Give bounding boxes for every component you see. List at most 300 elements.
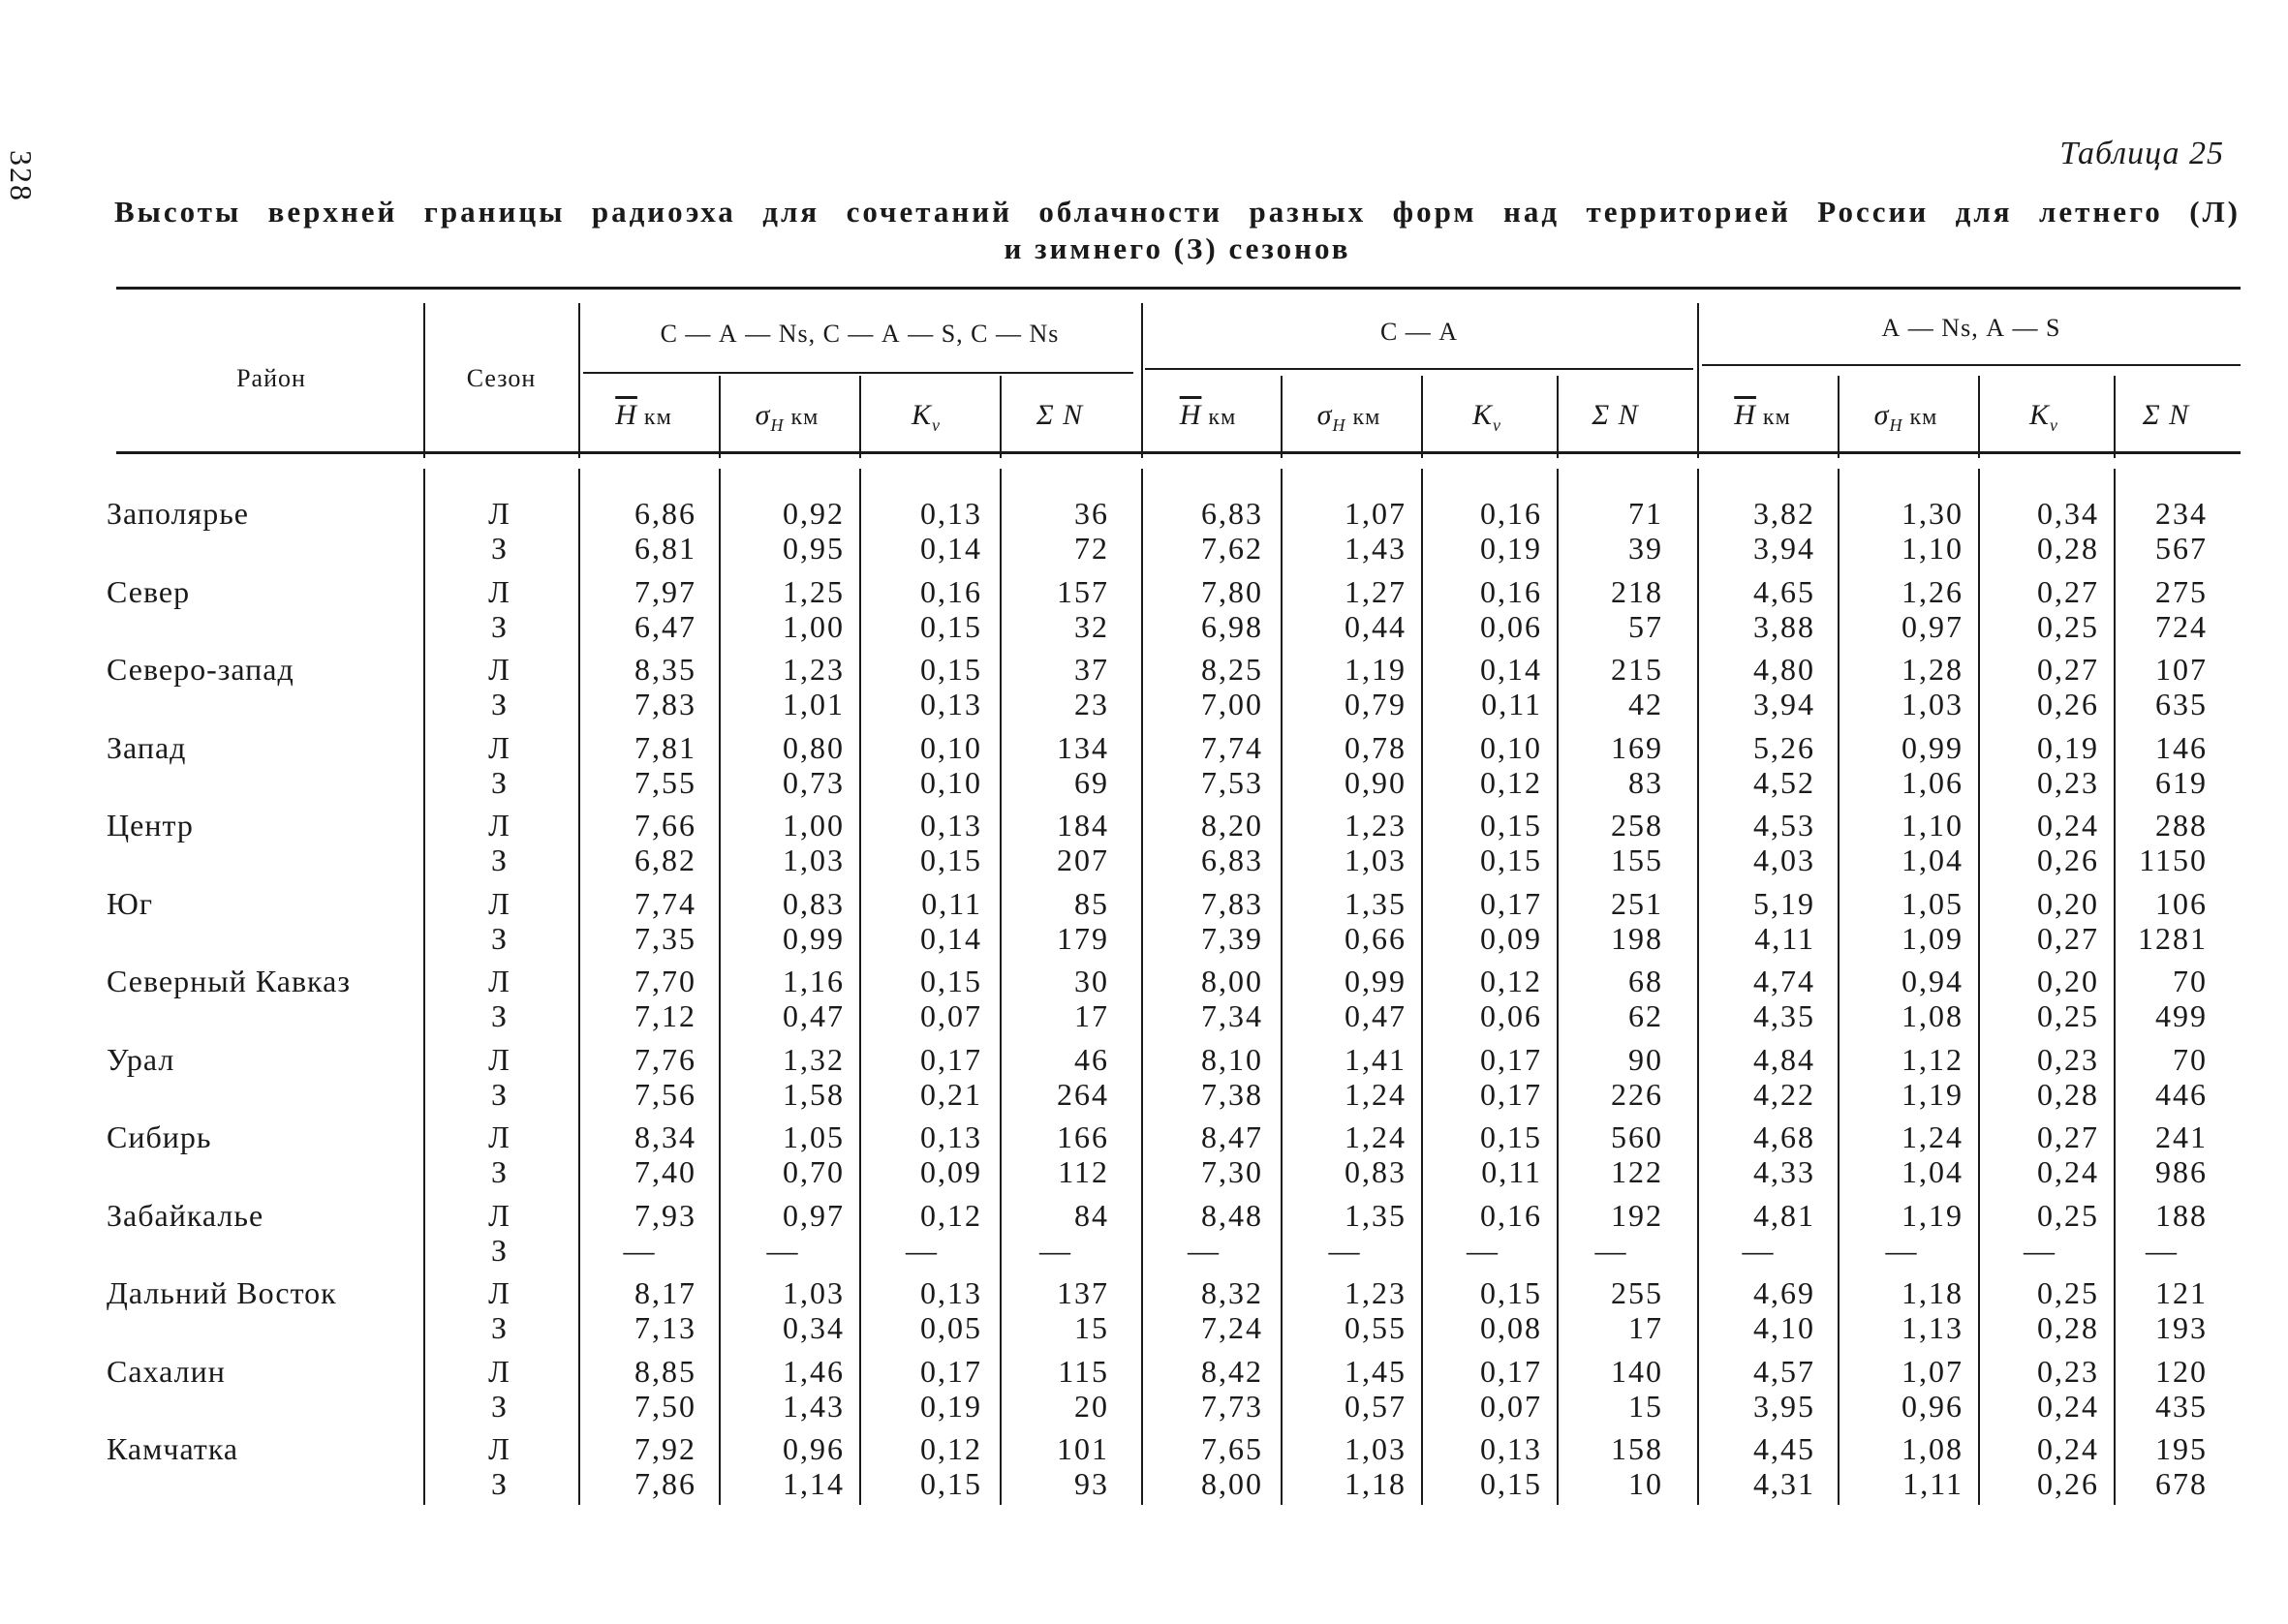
table-cell: 1,07 xyxy=(1902,1353,1963,1389)
table-cell: 193 xyxy=(2155,1310,2208,1345)
table-cell: 264 xyxy=(1057,1076,1109,1112)
table-cell: 155 xyxy=(1611,843,1663,877)
table-cell: 4,03 xyxy=(1753,843,1815,877)
table-cell: 0,15 xyxy=(920,652,982,687)
table-cell: 7,55 xyxy=(634,764,696,800)
table-cell: 435 xyxy=(2155,1388,2208,1424)
table-cell: — xyxy=(2146,1232,2179,1268)
table-cell: 120 xyxy=(2155,1353,2208,1389)
table-cell: 1,43 xyxy=(1345,531,1407,566)
table-caption xyxy=(114,194,2241,267)
table-cell: 32 xyxy=(1074,608,1109,644)
table-cell: 4,57 xyxy=(1753,1353,1815,1389)
table-cell: 0,25 xyxy=(2037,998,2099,1033)
table-cell: 7,74 xyxy=(634,885,696,921)
header-divider xyxy=(2114,376,2116,458)
body-divider xyxy=(578,469,580,1505)
table-cell: 4,68 xyxy=(1753,1119,1815,1154)
table-cell: 15 xyxy=(1628,1388,1663,1424)
season-code: Л xyxy=(488,1197,510,1233)
table-cell: 7,86 xyxy=(634,1466,696,1501)
group-underline xyxy=(1702,364,2241,366)
table-cell: 0,95 xyxy=(783,531,845,566)
table-cell: 90 xyxy=(1628,1041,1663,1077)
table-cell: 1,23 xyxy=(1345,1275,1407,1310)
table-cell: 101 xyxy=(1057,1431,1109,1466)
table-cell: 0,21 xyxy=(920,1076,982,1112)
season-code: Л xyxy=(488,729,510,765)
header-sum-n: Σ N xyxy=(1036,399,1084,431)
body-divider xyxy=(423,469,425,1505)
table-cell: 1,58 xyxy=(783,1076,845,1112)
table-cell: — xyxy=(623,1232,657,1268)
table-cell: 0,15 xyxy=(920,964,982,998)
table-cell: 68 xyxy=(1628,964,1663,998)
table-cell: 7,56 xyxy=(634,1076,696,1112)
table-cell: 0,96 xyxy=(783,1431,845,1466)
table-cell: 0,19 xyxy=(2037,729,2099,765)
table-cell: 15 xyxy=(1074,1310,1109,1345)
season-code: З xyxy=(490,764,508,800)
table-cell: 20 xyxy=(1074,1388,1109,1424)
table-cell: 0,26 xyxy=(2037,843,2099,877)
table-cell: 1,43 xyxy=(783,1388,845,1424)
table-cell: 1,23 xyxy=(783,652,845,687)
table-cell: 1,10 xyxy=(1902,531,1963,566)
table-cell: 8,32 xyxy=(1201,1275,1263,1310)
table-cell: 1,10 xyxy=(1902,808,1963,843)
table-cell: 1,05 xyxy=(1902,885,1963,921)
table-cell: 8,17 xyxy=(634,1275,696,1310)
table-cell: 0,17 xyxy=(920,1041,982,1077)
table-cell: 0,15 xyxy=(1480,1466,1542,1501)
table-cell: 1,19 xyxy=(1345,652,1407,687)
table-cell: 140 xyxy=(1611,1353,1663,1389)
table-cell: 1,14 xyxy=(783,1466,845,1501)
header-k-variation: $K_v$ xyxy=(2028,399,2058,435)
table-cell: 1,27 xyxy=(1345,573,1407,609)
season-code: З xyxy=(490,531,508,566)
table-cell: 0,47 xyxy=(1345,998,1407,1033)
region-name: Дальний Восток xyxy=(107,1275,337,1310)
table-cell: 0,23 xyxy=(2037,764,2099,800)
table-cell: 1,00 xyxy=(783,808,845,843)
table-cell: 84 xyxy=(1074,1197,1109,1233)
header-divider xyxy=(578,303,580,458)
season-code: З xyxy=(490,1388,508,1424)
table-cell: 0,13 xyxy=(920,1119,982,1154)
table-cell: 0,47 xyxy=(783,998,845,1033)
table-cell: 4,45 xyxy=(1753,1431,1815,1466)
table-cell: 0,34 xyxy=(2037,496,2099,531)
table-cell: 7,12 xyxy=(634,998,696,1033)
region-name: Юг xyxy=(107,885,154,921)
table-cell: 0,70 xyxy=(783,1154,845,1189)
table-cell: 62 xyxy=(1628,998,1663,1033)
table-cell: 1,03 xyxy=(1345,843,1407,877)
table-cell: 619 xyxy=(2155,764,2208,800)
table-cell: 678 xyxy=(2155,1466,2208,1501)
region-name: Камчатка xyxy=(107,1431,239,1466)
header-sigma-height: $\sigma_H$ км xyxy=(1873,399,1938,435)
table-cell: 6,83 xyxy=(1201,496,1263,531)
table-cell: 1,26 xyxy=(1902,573,1963,609)
table-cell: 1,05 xyxy=(783,1119,845,1154)
table-cell: 7,81 xyxy=(634,729,696,765)
table-cell: 7,80 xyxy=(1201,573,1263,609)
table-cell: 17 xyxy=(1628,1310,1663,1345)
table-cell: — xyxy=(1594,1232,1628,1268)
table-cell: 39 xyxy=(1628,531,1663,566)
table-cell: 0,11 xyxy=(1481,687,1542,721)
table-cell: 184 xyxy=(1057,808,1109,843)
table-cell: 0,14 xyxy=(920,531,982,566)
table-cell: 7,00 xyxy=(1201,687,1263,721)
table-cell: 0,28 xyxy=(2037,1310,2099,1345)
header-group-1: С — А — Ns, С — А — S, С — Ns xyxy=(660,320,1060,348)
table-cell: 0,28 xyxy=(2037,1076,2099,1112)
table-cell: 115 xyxy=(1058,1353,1109,1389)
table-cell: 1,41 xyxy=(1345,1041,1407,1077)
table-cell: 0,14 xyxy=(920,920,982,956)
page-number: 328 xyxy=(4,150,39,202)
table-cell: 0,13 xyxy=(920,1275,982,1310)
season-code: Л xyxy=(488,652,510,687)
table-cell: 1,30 xyxy=(1902,496,1963,531)
table-cell: 0,16 xyxy=(1480,1197,1542,1233)
table-cell: 275 xyxy=(2155,573,2208,609)
table-cell: 1,06 xyxy=(1902,764,1963,800)
table-cell: 1,00 xyxy=(783,608,845,644)
table-cell: 107 xyxy=(2155,652,2208,687)
header-k-variation: $K_v$ xyxy=(1471,399,1501,435)
table-cell: 446 xyxy=(2155,1076,2208,1112)
table-cell: — xyxy=(1885,1232,1919,1268)
table-cell: 0,24 xyxy=(2037,808,2099,843)
table-cell: 198 xyxy=(1611,920,1663,956)
table-cell: 6,83 xyxy=(1201,843,1263,877)
table-cell: 6,82 xyxy=(634,843,696,877)
table-cell: 0,17 xyxy=(1480,1353,1542,1389)
table-cell: 0,12 xyxy=(920,1197,982,1233)
table-cell: 0,07 xyxy=(920,998,982,1033)
table-cell: 4,80 xyxy=(1753,652,1815,687)
header-divider xyxy=(1697,303,1699,458)
region-name: Север xyxy=(107,573,191,609)
table-cell: 7,74 xyxy=(1201,729,1263,765)
table-cell: 7,30 xyxy=(1201,1154,1263,1189)
table-cell: — xyxy=(766,1232,800,1268)
table-cell: 0,26 xyxy=(2037,1466,2099,1501)
header-sigma-height: $\sigma_H$ км xyxy=(755,399,819,435)
table-cell: 7,73 xyxy=(1201,1388,1263,1424)
table-cell: 157 xyxy=(1057,573,1109,609)
table-cell: 1,35 xyxy=(1345,1197,1407,1233)
table-cell: 7,97 xyxy=(634,573,696,609)
table-cell: 192 xyxy=(1611,1197,1663,1233)
table-cell: 8,20 xyxy=(1201,808,1263,843)
season-code: З xyxy=(490,1310,508,1345)
table-cell: 1,19 xyxy=(1902,1076,1963,1112)
table-cell: 0,20 xyxy=(2037,885,2099,921)
table-cell: 0,92 xyxy=(783,496,845,531)
table-cell: 724 xyxy=(2155,608,2208,644)
table-cell: 1,08 xyxy=(1902,1431,1963,1466)
table-cell: 0,09 xyxy=(920,1154,982,1189)
table-cell: 1,18 xyxy=(1345,1466,1407,1501)
table-cell: 8,35 xyxy=(634,652,696,687)
season-code: Л xyxy=(488,1275,510,1310)
region-name: Сибирь xyxy=(107,1119,212,1154)
table-cell: 0,12 xyxy=(1480,764,1542,800)
table-cell: 0,10 xyxy=(1480,729,1542,765)
table-cell: 255 xyxy=(1611,1275,1663,1310)
header-season: Сезон xyxy=(466,364,537,392)
table-cell: 72 xyxy=(1074,531,1109,566)
table-cell: 7,50 xyxy=(634,1388,696,1424)
table-cell: — xyxy=(906,1232,939,1268)
table-cell: 1281 xyxy=(2138,920,2208,956)
season-code: Л xyxy=(488,1431,510,1466)
table-cell: 137 xyxy=(1057,1275,1109,1310)
table-cell: 1,04 xyxy=(1902,1154,1963,1189)
table-cell: 106 xyxy=(2155,885,2208,921)
table-cell: 0,28 xyxy=(2037,531,2099,566)
table-cell: 0,17 xyxy=(1480,1041,1542,1077)
table-cell: 7,34 xyxy=(1201,998,1263,1033)
table-cell: 4,74 xyxy=(1753,964,1815,998)
season-code: З xyxy=(490,920,508,956)
table-cell: 0,15 xyxy=(920,843,982,877)
header-divider xyxy=(1421,376,1423,458)
table-cell: 0,27 xyxy=(2037,1119,2099,1154)
header-divider xyxy=(859,376,861,458)
table-cell: 6,98 xyxy=(1201,608,1263,644)
table-cell: 7,92 xyxy=(634,1431,696,1466)
table-cell: 4,22 xyxy=(1753,1076,1815,1112)
table-cell: 1,32 xyxy=(783,1041,845,1077)
table-cell: 0,73 xyxy=(783,764,845,800)
table-cell: 112 xyxy=(1058,1154,1109,1189)
table-cell: 37 xyxy=(1074,652,1109,687)
season-code: З xyxy=(490,998,508,1033)
body-divider xyxy=(1978,469,1980,1505)
table-cell: 0,16 xyxy=(920,573,982,609)
table-cell: 0,27 xyxy=(2037,652,2099,687)
header-divider xyxy=(1838,376,1840,458)
table-cell: 1,04 xyxy=(1902,843,1963,877)
table-cell: 0,15 xyxy=(1480,1275,1542,1310)
header-bottom-rule xyxy=(116,451,2241,454)
table-cell: 7,66 xyxy=(634,808,696,843)
table-cell: 7,35 xyxy=(634,920,696,956)
table-cell: 179 xyxy=(1057,920,1109,956)
table-cell: 5,19 xyxy=(1753,885,1815,921)
body-divider xyxy=(1697,469,1699,1505)
table-cell: 7,83 xyxy=(1201,885,1263,921)
table-cell: 8,25 xyxy=(1201,652,1263,687)
table-cell: 0,25 xyxy=(2037,1275,2099,1310)
body-divider xyxy=(1281,469,1283,1505)
table-cell: 1,18 xyxy=(1902,1275,1963,1310)
header-divider xyxy=(1281,376,1283,458)
table-cell: 10 xyxy=(1628,1466,1663,1501)
table-cell: 0,99 xyxy=(1345,964,1407,998)
table-cell: 7,65 xyxy=(1201,1431,1263,1466)
table-cell: 4,81 xyxy=(1753,1197,1815,1233)
group-underline xyxy=(583,372,1133,374)
season-code: Л xyxy=(488,496,510,531)
table-cell: 7,13 xyxy=(634,1310,696,1345)
table-cell: 0,12 xyxy=(920,1431,982,1466)
table-cell: 0,15 xyxy=(1480,808,1542,843)
table-cell: 0,11 xyxy=(1481,1154,1542,1189)
table-cell: 0,55 xyxy=(1345,1310,1407,1345)
table-cell: 0,97 xyxy=(1902,608,1963,644)
table-cell: 8,00 xyxy=(1201,1466,1263,1501)
table-cell: 0,10 xyxy=(920,729,982,765)
table-cell: 7,83 xyxy=(634,687,696,721)
table-cell: 42 xyxy=(1628,687,1663,721)
table-cell: 1,12 xyxy=(1902,1041,1963,1077)
table-cell: 0,05 xyxy=(920,1310,982,1345)
table-cell: 134 xyxy=(1057,729,1109,765)
season-code: З xyxy=(490,1466,508,1501)
table-cell: 0,79 xyxy=(1345,687,1407,721)
table-cell: 0,90 xyxy=(1345,764,1407,800)
table-cell: 4,65 xyxy=(1753,573,1815,609)
table-cell: 0,23 xyxy=(2037,1353,2099,1389)
season-code: Л xyxy=(488,808,510,843)
group-underline xyxy=(1145,368,1693,370)
table-cell: 7,70 xyxy=(634,964,696,998)
table-cell: 1,01 xyxy=(783,687,845,721)
table-cell: 0,15 xyxy=(920,1466,982,1501)
table-cell: 70 xyxy=(2173,964,2208,998)
region-name: Забайкалье xyxy=(107,1197,264,1233)
table-cell: — xyxy=(1467,1232,1500,1268)
table-cell: 0,80 xyxy=(783,729,845,765)
table-cell: 1,45 xyxy=(1345,1353,1407,1389)
table-cell: 7,93 xyxy=(634,1197,696,1233)
table-cell: 85 xyxy=(1074,885,1109,921)
table-cell: 4,35 xyxy=(1753,998,1815,1033)
table-cell: 226 xyxy=(1611,1076,1663,1112)
table-cell: 1,03 xyxy=(783,843,845,877)
table-cell: 46 xyxy=(1074,1041,1109,1077)
table-cell: 0,09 xyxy=(1480,920,1542,956)
table-cell: 0,57 xyxy=(1345,1388,1407,1424)
table-cell: 0,19 xyxy=(920,1388,982,1424)
table-cell: 0,94 xyxy=(1902,964,1963,998)
table-cell: 1150 xyxy=(2139,843,2208,877)
header-sum-n: Σ N xyxy=(1592,399,1639,431)
table-cell: 8,48 xyxy=(1201,1197,1263,1233)
caption-line-1: Высоты верхней границы радиоэха для сочетаний облачности разных форм над территорией России для летнего (Л) xyxy=(114,195,2241,229)
table-cell: 0,16 xyxy=(1480,496,1542,531)
table-cell: 0,27 xyxy=(2037,573,2099,609)
table-cell: 0,25 xyxy=(2037,608,2099,644)
table-cell: 8,34 xyxy=(634,1119,696,1154)
table-cell: 1,16 xyxy=(783,964,845,998)
table-cell: 1,09 xyxy=(1902,920,1963,956)
table-cell: 121 xyxy=(2155,1275,2208,1310)
table-cell: 0,13 xyxy=(1480,1431,1542,1466)
table-cell: 567 xyxy=(2155,531,2208,566)
table-cell: 7,53 xyxy=(1201,764,1263,800)
table-cell: 0,07 xyxy=(1480,1388,1542,1424)
table-cell: 1,28 xyxy=(1902,652,1963,687)
header-divider xyxy=(719,376,721,458)
table-cell: 0,13 xyxy=(920,808,982,843)
table-cell: — xyxy=(1742,1232,1776,1268)
table-cell: 0,13 xyxy=(920,687,982,721)
table-cell: 8,00 xyxy=(1201,964,1263,998)
table-cell: 0,12 xyxy=(1480,964,1542,998)
table-cell: 166 xyxy=(1057,1119,1109,1154)
table-cell: 8,85 xyxy=(634,1353,696,1389)
table-cell: 1,03 xyxy=(783,1275,845,1310)
table-cell: 0,83 xyxy=(783,885,845,921)
region-name: Северный Кавказ xyxy=(107,964,351,998)
table-cell: 5,26 xyxy=(1753,729,1815,765)
header-divider xyxy=(1978,376,1980,458)
header-divider xyxy=(1557,376,1559,458)
table-cell: 4,69 xyxy=(1753,1275,1815,1310)
table-cell: 0,20 xyxy=(2037,964,2099,998)
body-divider xyxy=(1141,469,1143,1505)
table-cell: 1,46 xyxy=(783,1353,845,1389)
body-divider xyxy=(1000,469,1002,1505)
table-cell: 7,40 xyxy=(634,1154,696,1189)
table-cell: 6,81 xyxy=(634,531,696,566)
header-k-variation: $K_v$ xyxy=(911,399,941,435)
table-cell: 0,99 xyxy=(783,920,845,956)
season-code: Л xyxy=(488,1041,510,1077)
table-cell: 241 xyxy=(2155,1119,2208,1154)
season-code: Л xyxy=(488,573,510,609)
table-cell: 0,15 xyxy=(1480,843,1542,877)
table-cell: 0,26 xyxy=(2037,687,2099,721)
table-cell: 23 xyxy=(1074,687,1109,721)
table-cell: 4,33 xyxy=(1753,1154,1815,1189)
body-divider xyxy=(1838,469,1840,1505)
table-cell: 0,44 xyxy=(1345,608,1407,644)
table-cell: 1,08 xyxy=(1902,998,1963,1033)
season-code: З xyxy=(490,687,508,721)
table-cell: 0,34 xyxy=(783,1310,845,1345)
table-cell: 93 xyxy=(1074,1466,1109,1501)
table-cell: 1,11 xyxy=(1902,1466,1963,1501)
table-cell: 218 xyxy=(1611,573,1663,609)
table-cell: 0,13 xyxy=(920,496,982,531)
region-name: Северо-запад xyxy=(107,652,294,687)
region-name: Центр xyxy=(107,808,194,843)
table-cell: 0,19 xyxy=(1480,531,1542,566)
table-cell: 207 xyxy=(1057,843,1109,877)
table-cell: 4,52 xyxy=(1753,764,1815,800)
season-code: Л xyxy=(488,885,510,921)
table-cell: 83 xyxy=(1628,764,1663,800)
header-sigma-height: $\sigma_H$ км xyxy=(1316,399,1381,435)
table-cell: 3,88 xyxy=(1753,608,1815,644)
body-divider xyxy=(719,469,721,1505)
table-cell: 36 xyxy=(1074,496,1109,531)
table-cell: 4,31 xyxy=(1753,1466,1815,1501)
season-code: З xyxy=(490,608,508,644)
table-cell: 0,14 xyxy=(1480,652,1542,687)
table-label: Таблица 25 xyxy=(2059,136,2224,171)
